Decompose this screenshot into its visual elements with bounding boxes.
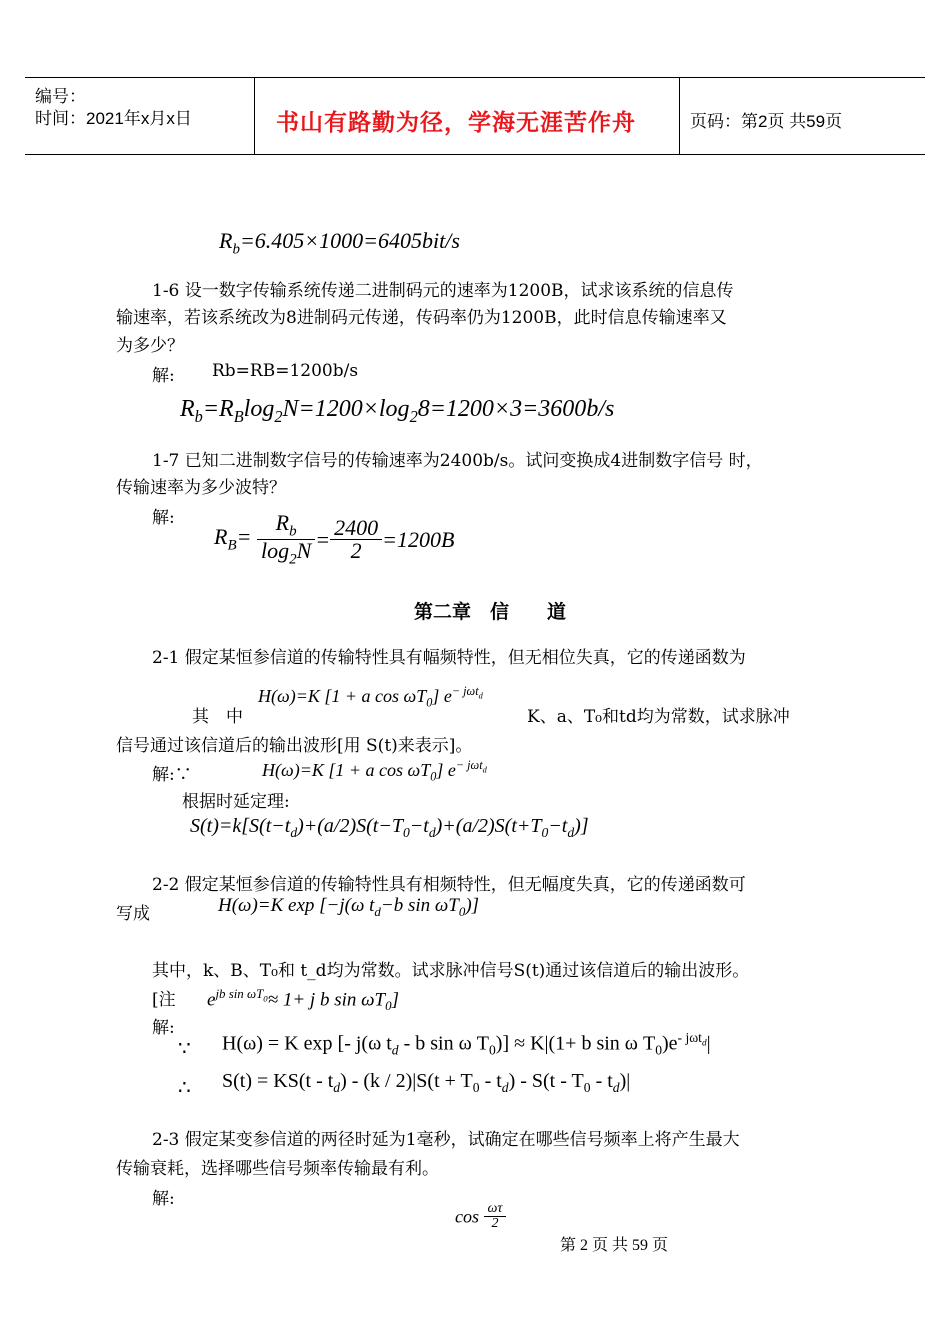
header-number-label: 编号：: [35, 87, 86, 106]
problem-2-2-line1: 2-2 假定某恒参信道的传输特性具有相频特性，但无幅度失真，它的传递函数可: [152, 875, 746, 895]
problem-2-2-xiecheng: 写成: [116, 904, 150, 924]
problem-1-7-line1: 1-7 已知二进制数字信号的传输速率为2400b/s。试问变换成4进制数字信号 时，: [152, 451, 763, 471]
header-divider-right: [679, 77, 680, 154]
problem-2-1-constants: K、a、T₀和td均为常数，试求脉冲: [527, 707, 790, 727]
header-page-info: 页码：第2页 共59页: [690, 112, 843, 131]
time-delay-theorem: 根据时延定理:: [182, 792, 290, 812]
problem-1-6-line3: 为多少？: [116, 336, 184, 356]
equation-2-1-transfer: H(ω)=K [1 + a $\cos \omega T_0$] $e^{- j\omega t_d}$: [258, 684, 483, 710]
header-time-label: 时间：2021年x月x日: [35, 109, 192, 128]
problem-2-2-line3: 其中，k、B、T₀和 t_d均为常数。试求脉冲信号S(t)通过该信道后的输出波形。: [152, 961, 750, 981]
problem-2-3-line1: 2-3 假定某变参信道的两径时延为1毫秒，试确定在哪些信号频率上将产生最大: [152, 1130, 740, 1150]
header-motto: 书山有路勤为径，学海无涯苦作舟: [276, 109, 636, 135]
equation-2-2-approx: H(ω) = K exp [- j(ω $t_d$ - b sin ω $T_0)] \approx K|(1+ b$ sin ω $T_0)e^{- j\omega t_d}|$: [222, 1030, 711, 1058]
problem-1-6-line1: 1-6 设一数字传输系统传递二进制码元的速率为1200B，试求该系统的信息传: [152, 281, 734, 301]
solution-1-6-rates: Rb=RB=1200b/s: [212, 361, 359, 381]
equation-1-6: $R_b=R_B\log_2N=1200\times\log_28=1200\times 3=3600b/s$: [180, 396, 615, 426]
equation-rb: $R_b=6.405\times 1000=6405bit/s$: [219, 228, 460, 258]
problem-2-1-qizhong: 其 中: [192, 707, 243, 727]
equation-1-7: $R_B=$ $\frac{R_b}{\log_2N}$ = $\frac{2400}{2}$ =1200B: [214, 510, 455, 568]
therefore-symbol: ∴: [178, 1075, 191, 1099]
solution-label-1-6: 解:: [152, 366, 175, 386]
solution-label-1-7: 解:: [152, 508, 175, 528]
problem-2-3-line2: 传输衰耗，选择哪些信号频率传输最有利。: [116, 1159, 439, 1179]
problem-2-1-line3: 信号通过该信道后的输出波形[用 S(t)来表示]。: [116, 736, 473, 756]
page-footer: 第 2 页 共 59 页: [560, 1237, 669, 1254]
problem-2-1-line1: 2-1 假定某恒参信道的传输特性具有幅频特性，但无相位失真，它的传递函数为: [152, 648, 746, 668]
solution-label-2-2: 解:: [152, 1018, 175, 1038]
equation-2-2-note: $e^{jb sin \omega T_0}\approx 1+ j$ b $\sin \omega T_0$]: [207, 986, 399, 1014]
chapter-title: 第二章 信 道: [414, 602, 567, 623]
problem-1-7-line2: 传输速率为多少波特？: [116, 478, 286, 498]
equation-2-1-output: $S(t)=k[S(t-t_d)+(a/2)S(t-T_0-t_d)+(a/2)S(t+T_0-t_d)]$: [190, 815, 589, 840]
problem-1-6-line2: 输速率，若该系统改为8进制码元传递，传码率仍为1200B，此时信息传输速率又: [116, 308, 727, 328]
header-divider-left: [254, 77, 255, 154]
equation-2-3-cos: cos $\frac{\omega\tau}{2}$: [455, 1202, 506, 1230]
equation-2-2-transfer: H(ω)=K exp [−j(ω $t_d-b$ $\sin \omega T_0$)]: [218, 895, 480, 919]
header-bottom-rule: [25, 154, 925, 155]
solution-label-2-3: 解:: [152, 1189, 175, 1209]
header-top-rule: [25, 77, 925, 78]
problem-2-2-note-label: [注: [152, 990, 176, 1010]
solution-label-2-1: 解:∵: [152, 765, 192, 785]
equation-2-1-solution: H(ω)=K [1 + a $\cos \omega T_0$] $e^{- j\omega t_d}$: [262, 758, 487, 784]
because-symbol: ∵: [178, 1036, 191, 1060]
equation-2-2-output: $S(t) = KS(t - t_d) - (k / 2)|S(t + T_0 - t_d) - S(t - T_0 - t_d)|$: [222, 1070, 631, 1095]
